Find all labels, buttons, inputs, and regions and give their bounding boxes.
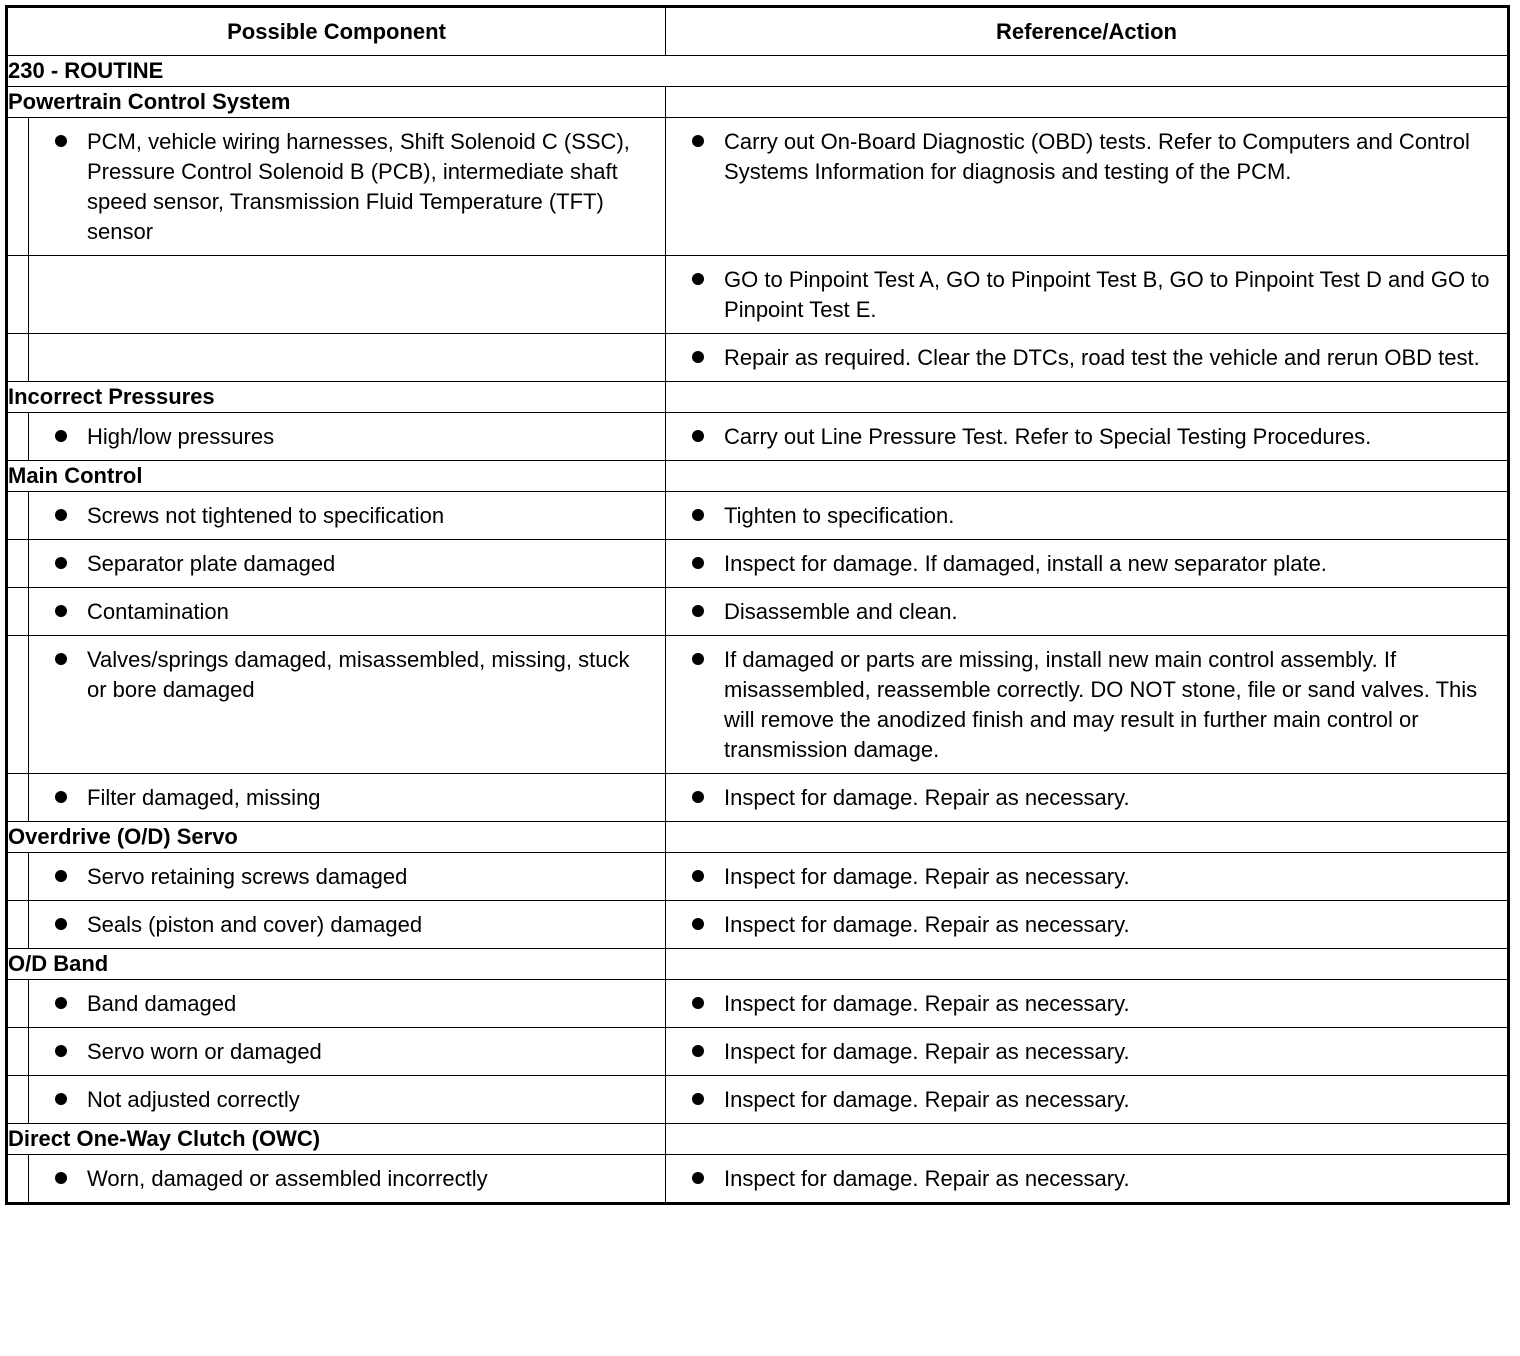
component-cell-text: Servo retaining screws damaged <box>87 864 408 889</box>
section-row <box>7 87 1509 118</box>
section-title: Powertrain Control System <box>7 87 666 118</box>
component-cell <box>29 636 666 774</box>
column-header-component: Possible Component <box>7 7 666 56</box>
component-cell <box>29 588 666 636</box>
action-cell-text: Inspect for damage. Repair as necessary. <box>724 1087 1130 1112</box>
action-cell <box>666 256 1509 334</box>
bullet-icon <box>55 1093 67 1105</box>
action-cell <box>666 1028 1509 1076</box>
component-cell <box>29 334 666 382</box>
indent-cell <box>7 118 29 256</box>
bullet-icon <box>692 557 704 569</box>
component-cell-text: Seals (piston and cover) damaged <box>87 912 423 937</box>
component-cell <box>29 118 666 256</box>
table-row <box>7 636 1509 774</box>
action-cell-text: Disassemble and clean. <box>724 599 958 624</box>
bullet-icon <box>55 1045 67 1057</box>
action-cell-text: Inspect for damage. Repair as necessary. <box>724 991 1130 1016</box>
component-cell-text: Worn, damaged or assembled incorrectly <box>87 1166 488 1191</box>
action-cell-text: If damaged or parts are missing, install new main control assembly. If misassembled, reassemble correctly. DO NOT stone, file or sand valves. This will remove the anodized finish and may result in further main control or transmission damage. <box>724 647 1478 762</box>
section-title: Incorrect Pressures <box>7 382 666 413</box>
section-row <box>7 949 1509 980</box>
component-cell <box>29 774 666 822</box>
action-cell <box>666 492 1509 540</box>
action-cell-text: Inspect for damage. Repair as necessary. <box>724 864 1130 889</box>
action-cell <box>666 1076 1509 1124</box>
table-row <box>7 118 1509 256</box>
component-cell <box>29 540 666 588</box>
action-cell <box>666 774 1509 822</box>
section-action-empty <box>666 87 1509 118</box>
action-cell <box>666 413 1509 461</box>
indent-cell <box>7 1028 29 1076</box>
component-cell-text: Servo worn or damaged <box>87 1039 322 1064</box>
action-cell <box>666 1155 1509 1204</box>
section-action-empty <box>666 1124 1509 1155</box>
bullet-icon <box>55 509 67 521</box>
table-row <box>7 413 1509 461</box>
table-row <box>7 256 1509 334</box>
bullet-icon <box>55 605 67 617</box>
indent-cell <box>7 334 29 382</box>
table-row <box>7 774 1509 822</box>
component-cell <box>29 980 666 1028</box>
section-action-empty <box>666 822 1509 853</box>
table-body <box>7 56 1509 1204</box>
bullet-icon <box>55 918 67 930</box>
action-cell-text: Carry out Line Pressure Test. Refer to Special Testing Procedures. <box>724 424 1372 449</box>
action-cell <box>666 540 1509 588</box>
component-cell-text: Separator plate damaged <box>87 551 336 576</box>
component-cell <box>29 413 666 461</box>
component-cell-text: Not adjusted correctly <box>87 1087 300 1112</box>
action-cell <box>666 118 1509 256</box>
column-header-action: Reference/Action <box>666 7 1509 56</box>
table-row <box>7 853 1509 901</box>
indent-cell <box>7 901 29 949</box>
header-row <box>7 7 1509 56</box>
bullet-icon <box>692 1093 704 1105</box>
action-cell-text: GO to Pinpoint Test A, GO to Pinpoint Test B, GO to Pinpoint Test D and GO to Pinpoint Test E. <box>724 267 1490 322</box>
bullet-icon <box>692 1045 704 1057</box>
table-row <box>7 492 1509 540</box>
bullet-icon <box>692 653 704 665</box>
component-cell <box>29 256 666 334</box>
bullet-icon <box>692 791 704 803</box>
section-row <box>7 822 1509 853</box>
component-cell-text: High/low pressures <box>87 424 275 449</box>
action-cell <box>666 588 1509 636</box>
action-cell-text: Inspect for damage. Repair as necessary. <box>724 1039 1130 1064</box>
routine-row <box>7 56 1509 87</box>
bullet-icon <box>55 557 67 569</box>
section-title: O/D Band <box>7 949 666 980</box>
routine-label: 230 - ROUTINE <box>7 56 1509 87</box>
component-cell-text: Contamination <box>87 599 229 624</box>
bullet-icon <box>692 1172 704 1184</box>
bullet-icon <box>55 430 67 442</box>
component-cell-text: Band damaged <box>87 991 237 1016</box>
component-cell <box>29 1155 666 1204</box>
table-row <box>7 901 1509 949</box>
action-cell-text: Tighten to specification. <box>724 503 955 528</box>
table-row <box>7 540 1509 588</box>
section-action-empty <box>666 461 1509 492</box>
section-title: Direct One-Way Clutch (OWC) <box>7 1124 666 1155</box>
table-row <box>7 1028 1509 1076</box>
bullet-icon <box>55 870 67 882</box>
diagnosis-table <box>5 5 1510 1205</box>
bullet-icon <box>55 997 67 1009</box>
component-cell <box>29 1076 666 1124</box>
component-cell-text: Filter damaged, missing <box>87 785 321 810</box>
action-cell-text: Repair as required. Clear the DTCs, road test the vehicle and rerun OBD test. <box>724 345 1480 370</box>
component-cell-text: Screws not tightened to specification <box>87 503 445 528</box>
action-cell <box>666 980 1509 1028</box>
component-cell <box>29 901 666 949</box>
indent-cell <box>7 1155 29 1204</box>
indent-cell <box>7 774 29 822</box>
bullet-icon <box>55 1172 67 1184</box>
indent-cell <box>7 256 29 334</box>
component-cell <box>29 492 666 540</box>
bullet-icon <box>692 509 704 521</box>
section-action-empty <box>666 382 1509 413</box>
table-row <box>7 334 1509 382</box>
bullet-icon <box>692 997 704 1009</box>
bullet-icon <box>692 870 704 882</box>
indent-cell <box>7 636 29 774</box>
section-row <box>7 461 1509 492</box>
action-cell <box>666 901 1509 949</box>
section-title: Main Control <box>7 461 666 492</box>
action-cell-text: Carry out On-Board Diagnostic (OBD) tests. Refer to Computers and Control Systems Information for diagnosis and testing of the PCM. <box>724 129 1470 184</box>
table-row <box>7 588 1509 636</box>
action-cell <box>666 636 1509 774</box>
bullet-icon <box>692 918 704 930</box>
indent-cell <box>7 980 29 1028</box>
component-cell <box>29 853 666 901</box>
table-row <box>7 1155 1509 1204</box>
section-action-empty <box>666 949 1509 980</box>
action-cell <box>666 334 1509 382</box>
bullet-icon <box>692 351 704 363</box>
action-cell <box>666 853 1509 901</box>
component-cell-text: PCM, vehicle wiring harnesses, Shift Solenoid C (SSC), Pressure Control Solenoid B (PCB), intermediate shaft speed sensor, Transmission Fluid Temperature (TFT) sensor <box>87 129 630 244</box>
action-cell-text: Inspect for damage. If damaged, install a new separator plate. <box>724 551 1327 576</box>
indent-cell <box>7 492 29 540</box>
indent-cell <box>7 413 29 461</box>
action-cell-text: Inspect for damage. Repair as necessary. <box>724 785 1130 810</box>
table-row <box>7 1076 1509 1124</box>
section-title: Overdrive (O/D) Servo <box>7 822 666 853</box>
section-row <box>7 382 1509 413</box>
indent-cell <box>7 1076 29 1124</box>
bullet-icon <box>55 653 67 665</box>
section-row <box>7 1124 1509 1155</box>
action-cell-text: Inspect for damage. Repair as necessary. <box>724 1166 1130 1191</box>
component-cell-text: Valves/springs damaged, misassembled, missing, stuck or bore damaged <box>87 647 630 702</box>
component-cell <box>29 1028 666 1076</box>
indent-cell <box>7 853 29 901</box>
action-cell-text: Inspect for damage. Repair as necessary. <box>724 912 1130 937</box>
bullet-icon <box>692 135 704 147</box>
bullet-icon <box>692 430 704 442</box>
table-row <box>7 980 1509 1028</box>
bullet-icon <box>55 791 67 803</box>
indent-cell <box>7 540 29 588</box>
bullet-icon <box>55 135 67 147</box>
bullet-icon <box>692 605 704 617</box>
bullet-icon <box>692 273 704 285</box>
indent-cell <box>7 588 29 636</box>
